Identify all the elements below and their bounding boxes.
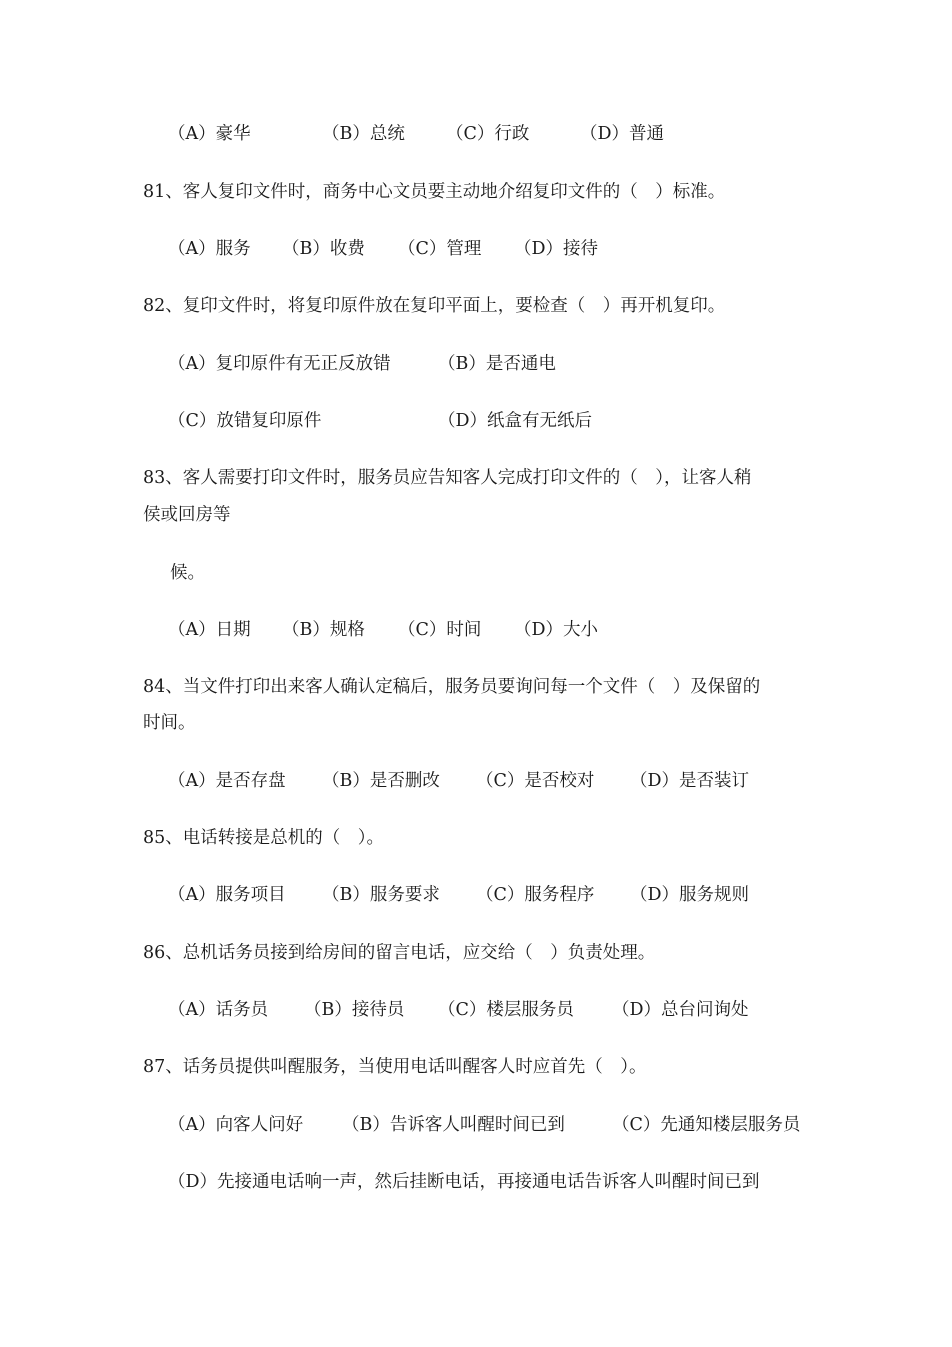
option-d: （D）先接通电话响一声，然后挂断电话，再接通电话告诉客人叫醒时间已到 [168,1172,760,1192]
q83-question-line3: 候。 [170,563,205,583]
q83-question-line2: 侯或回房等 [143,505,231,525]
q87-question: 87、话务员提供叫醒服务，当使用电话叫醒客人时应首先（ ）。 [143,1057,647,1077]
option-d: （D）服务规则 [630,885,750,905]
q85-question: 85、电话转接是总机的（ ）。 [143,828,385,848]
option-d: （D）普通 [580,124,665,144]
option-d: （D）纸盒有无纸后 [438,411,593,431]
option-a: （A）服务 [168,239,251,259]
option-b: （B）总统 [322,124,405,144]
option-a: （A）复印原件有无正反放错 [168,354,391,374]
option-d: （D）大小 [514,620,599,640]
option-c: （C）服务程序 [476,885,595,905]
option-a: （A）豪华 [168,124,251,144]
option-c: （C）管理 [398,239,482,259]
option-b: （B）告诉客人叫醒时间已到 [342,1115,565,1135]
option-c: （C）时间 [398,620,482,640]
option-a: （A）日期 [168,620,251,640]
option-c: （C）是否校对 [476,771,595,791]
option-c: （C）先通知楼层服务员 [612,1115,801,1135]
q84-question-line2: 时间。 [143,713,196,733]
q82-question: 82、复印文件时，将复印原件放在复印平面上，要检查（ ）再开机复印。 [143,296,726,316]
option-a: （A）话务员 [168,1000,269,1020]
option-c: （C）楼层服务员 [438,1000,574,1020]
option-b: （B）是否删改 [322,771,440,791]
option-b: （B）收费 [282,239,365,259]
option-d: （D）接待 [514,239,599,259]
option-d: （D）总台问询处 [612,1000,749,1020]
option-b: （B）是否通电 [438,354,556,374]
option-a: （A）向客人问好 [168,1115,304,1135]
option-a: （A）服务项目 [168,885,286,905]
option-b: （B）规格 [282,620,365,640]
q84-question-line1: 84、当文件打印出来客人确认定稿后，服务员要询问每一个文件（ ）及保留的 [143,677,761,697]
option-c: （C）放错复印原件 [168,411,322,431]
option-d: （D）是否装订 [630,771,750,791]
option-a: （A）是否存盘 [168,771,286,791]
q83-question-line1: 83、客人需要打印文件时，服务员应告知客人完成打印文件的（ ），让客人稍 [143,468,752,488]
q86-question: 86、总机话务员接到给房间的留言电话，应交给（ ）负责处理。 [143,943,656,963]
option-b: （B）接待员 [304,1000,405,1020]
q81-question: 81、客人复印文件时，商务中心文员要主动地介绍复印文件的（ ）标准。 [143,182,726,202]
option-b: （B）服务要求 [322,885,440,905]
option-c: （C）行政 [446,124,530,144]
